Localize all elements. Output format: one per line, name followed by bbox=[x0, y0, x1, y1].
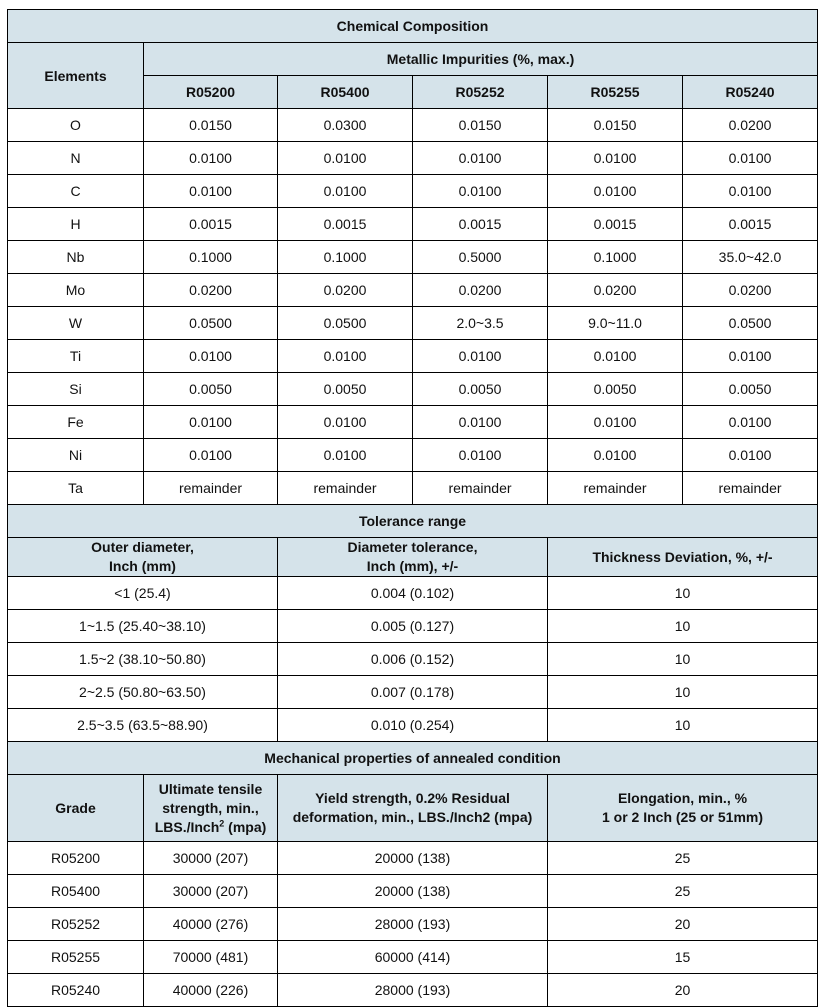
impurity-value-cell: 0.0200 bbox=[548, 274, 683, 307]
yield-header-line1: Yield strength, 0.2% Residual bbox=[315, 790, 510, 806]
impurities-header: Metallic Impurities (%, max.) bbox=[144, 43, 818, 76]
chemical-row bbox=[8, 373, 818, 406]
elongation-header bbox=[548, 775, 818, 842]
mechanical-row bbox=[8, 842, 818, 875]
yield-header-line2: deformation, min., LBS./Inch2 (mpa) bbox=[292, 809, 533, 825]
impurity-value-cell: 0.0100 bbox=[144, 406, 278, 439]
yield-cell: 60000 (414) bbox=[278, 941, 548, 974]
uts-cell: 30000 (207) bbox=[144, 842, 278, 875]
impurity-value-cell: 0.0015 bbox=[413, 208, 548, 241]
chemical-row bbox=[8, 109, 818, 142]
diameter-tolerance-cell: 0.005 (0.127) bbox=[278, 610, 548, 643]
impurity-value-cell: 0.5000 bbox=[413, 241, 548, 274]
impurity-value-cell: 0.1000 bbox=[144, 241, 278, 274]
chemical-row bbox=[8, 274, 818, 307]
elements-header: Elements bbox=[8, 43, 144, 109]
impurity-value-cell: 0.0150 bbox=[548, 109, 683, 142]
yield-cell: 20000 (138) bbox=[278, 875, 548, 908]
impurity-value-cell: 0.0200 bbox=[144, 274, 278, 307]
impurity-value-cell: 0.1000 bbox=[548, 241, 683, 274]
chemical-row bbox=[8, 472, 818, 505]
elongation-cell: 15 bbox=[548, 941, 818, 974]
element-cell: Ta bbox=[8, 472, 144, 505]
tolerance-header-row bbox=[8, 538, 818, 577]
element-cell: N bbox=[8, 142, 144, 175]
chemical-row bbox=[8, 439, 818, 472]
element-cell: O bbox=[8, 109, 144, 142]
elongation-cell: 25 bbox=[548, 875, 818, 908]
grade-column-header: Grade bbox=[8, 775, 144, 842]
elongation-header-line2: 1 or 2 Inch (25 or 51mm) bbox=[601, 809, 764, 825]
impurity-value-cell: 0.0100 bbox=[548, 439, 683, 472]
elongation-header-line1: Elongation, min., % bbox=[617, 790, 748, 806]
impurity-value-cell: 0.0100 bbox=[144, 340, 278, 373]
chemical-body bbox=[8, 109, 818, 505]
chemical-row bbox=[8, 406, 818, 439]
impurity-value-cell: 0.0200 bbox=[278, 274, 413, 307]
impurity-value-cell: 0.0015 bbox=[144, 208, 278, 241]
thickness-deviation-header: Thickness Deviation, %, +/- bbox=[548, 538, 818, 577]
grade-header: R05255 bbox=[548, 76, 683, 109]
impurity-value-cell: 35.0~42.0 bbox=[683, 241, 818, 274]
impurity-value-cell: 0.0050 bbox=[144, 373, 278, 406]
impurity-value-cell: 0.0015 bbox=[683, 208, 818, 241]
mechanical-row bbox=[8, 908, 818, 941]
element-cell: H bbox=[8, 208, 144, 241]
impurity-value-cell: 0.0200 bbox=[413, 274, 548, 307]
impurity-value-cell: 0.0100 bbox=[683, 340, 818, 373]
impurity-value-cell: 9.0~11.0 bbox=[548, 307, 683, 340]
impurity-value-cell: 0.0100 bbox=[278, 406, 413, 439]
impurity-value-cell: 0.0500 bbox=[278, 307, 413, 340]
outer-diameter-header-line1: Outer diameter, bbox=[91, 539, 194, 555]
uts-header-line3-sup: 2 bbox=[219, 817, 225, 828]
impurity-value-cell: 0.0050 bbox=[278, 373, 413, 406]
impurity-value-cell: 0.0100 bbox=[683, 439, 818, 472]
uts-cell: 70000 (481) bbox=[144, 941, 278, 974]
impurity-value-cell: 0.0100 bbox=[413, 142, 548, 175]
impurity-value-cell: 0.0500 bbox=[683, 307, 818, 340]
mechanical-title-row bbox=[8, 742, 818, 775]
tolerance-row bbox=[8, 577, 818, 610]
diameter-tolerance-cell: 0.010 (0.254) bbox=[278, 709, 548, 742]
diameter-tolerance-header-line1: Diameter tolerance, bbox=[347, 539, 478, 555]
uts-cell: 40000 (276) bbox=[144, 908, 278, 941]
impurity-value-cell: 0.0100 bbox=[548, 142, 683, 175]
tolerance-section bbox=[8, 505, 818, 577]
impurity-value-cell: 0.0150 bbox=[144, 109, 278, 142]
yield-cell: 28000 (193) bbox=[278, 974, 548, 1007]
impurity-value-cell: remainder bbox=[548, 472, 683, 505]
diameter-tolerance-header bbox=[278, 538, 548, 577]
grade-cell: R05252 bbox=[8, 908, 144, 941]
elongation-cell: 20 bbox=[548, 974, 818, 1007]
uts-header bbox=[144, 775, 278, 842]
chemical-row bbox=[8, 340, 818, 373]
uts-header-line3-pre: LBS./Inch bbox=[154, 818, 220, 835]
outer-diameter-cell: <1 (25.4) bbox=[8, 577, 278, 610]
impurity-value-cell: 0.0100 bbox=[683, 142, 818, 175]
impurity-value-cell: 0.0050 bbox=[683, 373, 818, 406]
diameter-tolerance-cell: 0.004 (0.102) bbox=[278, 577, 548, 610]
impurity-value-cell: 0.0100 bbox=[413, 340, 548, 373]
element-cell: C bbox=[8, 175, 144, 208]
mechanical-title: Mechanical properties of annealed condition bbox=[8, 742, 818, 775]
chemical-row bbox=[8, 175, 818, 208]
diameter-tolerance-cell: 0.006 (0.152) bbox=[278, 643, 548, 676]
chemical-header-row-1 bbox=[8, 43, 818, 76]
impurity-value-cell: 0.0015 bbox=[548, 208, 683, 241]
grade-cell: R05200 bbox=[8, 842, 144, 875]
impurity-value-cell: 0.0100 bbox=[548, 175, 683, 208]
impurity-value-cell: remainder bbox=[413, 472, 548, 505]
mechanical-row bbox=[8, 875, 818, 908]
thickness-deviation-cell: 10 bbox=[548, 577, 818, 610]
impurity-value-cell: 0.0100 bbox=[144, 175, 278, 208]
grade-cell: R05400 bbox=[8, 875, 144, 908]
elongation-cell: 25 bbox=[548, 842, 818, 875]
impurity-value-cell: 0.0100 bbox=[683, 175, 818, 208]
impurity-value-cell: 0.0100 bbox=[278, 340, 413, 373]
thickness-deviation-cell: 10 bbox=[548, 643, 818, 676]
chemical-row bbox=[8, 307, 818, 340]
tolerance-title-row bbox=[8, 505, 818, 538]
impurity-value-cell: 0.0100 bbox=[413, 406, 548, 439]
tolerance-row bbox=[8, 676, 818, 709]
element-cell: Ti bbox=[8, 340, 144, 373]
element-cell: W bbox=[8, 307, 144, 340]
chemical-title-row bbox=[8, 10, 818, 43]
impurity-value-cell: 0.0100 bbox=[683, 406, 818, 439]
chemical-row bbox=[8, 208, 818, 241]
element-cell: Si bbox=[8, 373, 144, 406]
mechanical-row bbox=[8, 941, 818, 974]
yield-cell: 28000 (193) bbox=[278, 908, 548, 941]
tolerance-row bbox=[8, 709, 818, 742]
outer-diameter-cell: 1~1.5 (25.40~38.10) bbox=[8, 610, 278, 643]
impurity-value-cell: 2.0~3.5 bbox=[413, 307, 548, 340]
impurity-value-cell: 0.0100 bbox=[548, 406, 683, 439]
thickness-deviation-cell: 10 bbox=[548, 709, 818, 742]
impurity-value-cell: 0.0100 bbox=[278, 142, 413, 175]
impurity-value-cell: 0.0050 bbox=[548, 373, 683, 406]
impurity-value-cell: remainder bbox=[278, 472, 413, 505]
outer-diameter-cell: 2.5~3.5 (63.5~88.90) bbox=[8, 709, 278, 742]
outer-diameter-cell: 2~2.5 (50.80~63.50) bbox=[8, 676, 278, 709]
chemical-row bbox=[8, 241, 818, 274]
impurity-value-cell: 0.1000 bbox=[278, 241, 413, 274]
impurity-value-cell: 0.0050 bbox=[413, 373, 548, 406]
tolerance-row bbox=[8, 610, 818, 643]
uts-cell: 40000 (226) bbox=[144, 974, 278, 1007]
impurity-value-cell: 0.0100 bbox=[278, 439, 413, 472]
impurity-value-cell: 0.0500 bbox=[144, 307, 278, 340]
impurity-value-cell: 0.0100 bbox=[144, 439, 278, 472]
chemical-title: Chemical Composition bbox=[8, 10, 818, 43]
impurity-value-cell: 0.0100 bbox=[278, 175, 413, 208]
grade-cell: R05255 bbox=[8, 941, 144, 974]
tolerance-body bbox=[8, 577, 818, 742]
grade-cell: R05240 bbox=[8, 974, 144, 1007]
impurity-value-cell: 0.0015 bbox=[278, 208, 413, 241]
grade-header: R05200 bbox=[144, 76, 278, 109]
thickness-deviation-cell: 10 bbox=[548, 676, 818, 709]
grade-header: R05252 bbox=[413, 76, 548, 109]
outer-diameter-header-line2: Inch (mm) bbox=[109, 558, 176, 574]
impurity-value-cell: 0.0100 bbox=[548, 340, 683, 373]
element-cell: Mo bbox=[8, 274, 144, 307]
chemical-row bbox=[8, 142, 818, 175]
elongation-cell: 20 bbox=[548, 908, 818, 941]
uts-header-line3-post: (mpa) bbox=[224, 818, 267, 835]
grade-header: R05240 bbox=[683, 76, 818, 109]
impurity-value-cell: remainder bbox=[683, 472, 818, 505]
element-cell: Ni bbox=[8, 439, 144, 472]
grade-header: R05400 bbox=[278, 76, 413, 109]
impurity-value-cell: 0.0200 bbox=[683, 109, 818, 142]
impurity-value-cell: 0.0100 bbox=[144, 142, 278, 175]
tolerance-title: Tolerance range bbox=[8, 505, 818, 538]
uts-cell: 30000 (207) bbox=[144, 875, 278, 908]
yield-header bbox=[278, 775, 548, 842]
impurity-value-cell: 0.0100 bbox=[413, 439, 548, 472]
tolerance-row bbox=[8, 643, 818, 676]
impurity-value-cell: 0.0100 bbox=[413, 175, 548, 208]
impurity-value-cell: 0.0200 bbox=[683, 274, 818, 307]
mechanical-header-row bbox=[8, 775, 818, 842]
uts-header-line1: Ultimate tensile bbox=[158, 780, 263, 797]
mechanical-section bbox=[8, 742, 818, 842]
impurity-value-cell: 0.0150 bbox=[413, 109, 548, 142]
spec-table bbox=[7, 9, 818, 1007]
impurity-value-cell: 0.0300 bbox=[278, 109, 413, 142]
mechanical-row bbox=[8, 974, 818, 1007]
yield-cell: 20000 (138) bbox=[278, 842, 548, 875]
outer-diameter-header bbox=[8, 538, 278, 577]
uts-header-line2: strength, min., bbox=[162, 799, 259, 816]
diameter-tolerance-header-line2: Inch (mm), +/- bbox=[366, 558, 459, 574]
outer-diameter-cell: 1.5~2 (38.10~50.80) bbox=[8, 643, 278, 676]
element-cell: Fe bbox=[8, 406, 144, 439]
element-cell: Nb bbox=[8, 241, 144, 274]
thickness-deviation-cell: 10 bbox=[548, 610, 818, 643]
diameter-tolerance-cell: 0.007 (0.178) bbox=[278, 676, 548, 709]
impurity-value-cell: remainder bbox=[144, 472, 278, 505]
mechanical-body bbox=[8, 842, 818, 1007]
